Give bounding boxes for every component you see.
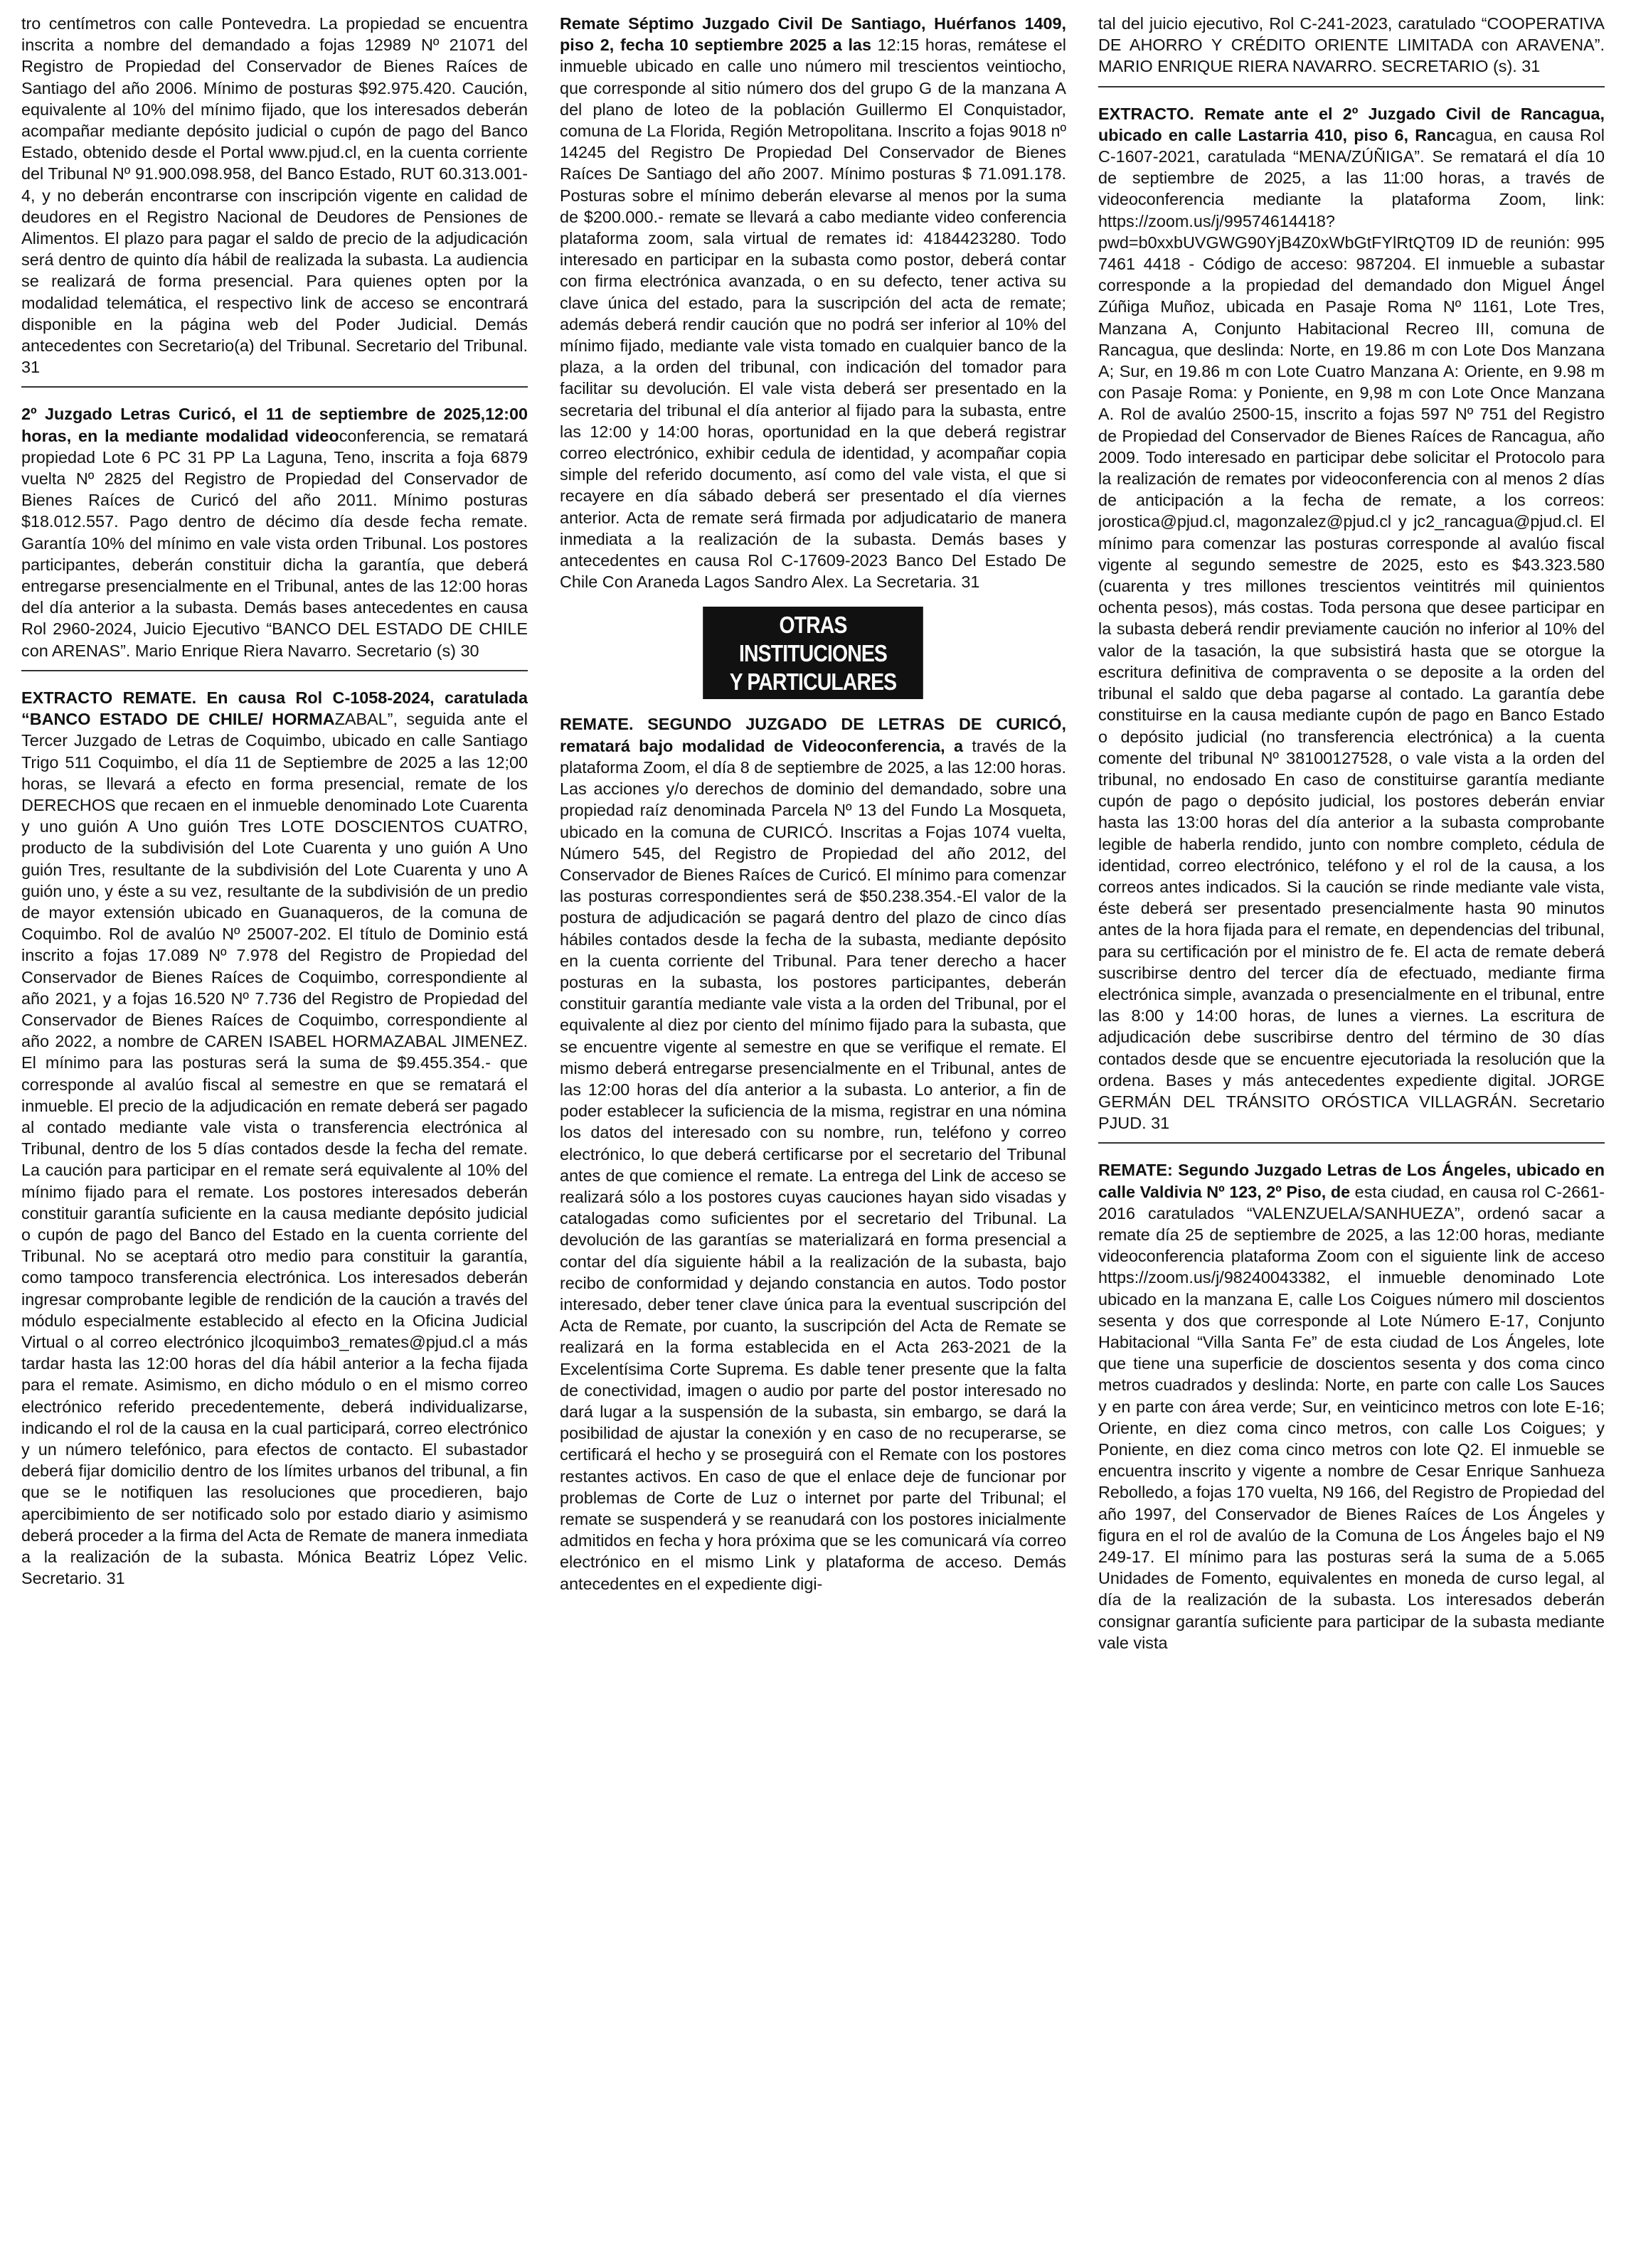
notice-santiago-remate [560, 13, 1066, 592]
notice-title: REMATE. SEGUNDO JUZGADO DE LETRAS DE CURICÓ, rematará bajo modalidad de Videoconferencia, a [560, 715, 1066, 755]
notice-curico-videoconferencia [560, 713, 1066, 1594]
notice-continuation [21, 13, 528, 378]
notice-los-angeles-remate [1098, 1159, 1605, 1654]
section-header-line-2: Y PARTICULARES [729, 669, 897, 696]
notice-rancagua-remate [1098, 103, 1605, 1134]
divider [21, 670, 528, 671]
notice-title: EXTRACTO. Remate ante el 2º Juzgado Civil de Rancagua, ubicado en calle Lastarria 410, piso 6, Ranc [1098, 104, 1605, 144]
notice-body: ZABAL”, seguida ante el Tercer Juzgado de Letras de Coquimbo, ubicado en calle Santiago Trigo 511 Coquimbo, el día 11 de Septiembre de 2025 a las 12;00 horas, se llevará a efecto en forma presencial, remate de los DERECHOS que recaen en el inmueble denominado Lote Cuarenta y uno guión A Uno guión Tres LOTE DOSCIENTOS CUATRO, producto de la subdivisión del Lote Cuarenta y uno guión A Uno guión Tres, resultante de la subdivisión del Lote Cuarenta y uno A guión uno, y éste a su vez, resultante de la subdivisión de un predio de mayor extensión ubicado en Guanaqueros, de la comuna de Coquimbo. Rol de avalúo Nº 25007-202. El título de Dominio está inscrito a fojas 17.089 Nº 7.978 del Registro de Propiedad del Conservador de Bienes Raíces de Coquimbo, correspondiente al año 2021, y a fojas 16.520 Nº 7.736 del Registro de Propiedad del Conservador de Bienes Raíces de Coquimbo, correspondiente al año 2022, a nombre de CAREN ISABEL HORMAZABAL JIMENEZ. El mínimo para las posturas será la suma de $9.455.354.- que corresponde al avalúo fiscal al semestre en que se rematará el inmueble. El precio de la adjudicación en remate deberá ser pagado al contado mediante vale vista o transferencia electrónica al Tribunal, dentro de los 5 días contados desde la fecha del remate. La caución para participar en el remate será equivalente al 10% del mínimo fijado para el remate. Los postores interesados deberán constituir garantía suficiente en la causa mediante depósito judicial o cupón de pago del Banco del Estado en la cuenta corriente del Tribunal. No se aceptará otro medio para constituir la garantía, como tampoco transferencia electrónica. Los interesados deberán ingresar comprobante legible de rendición de la caución a través del módulo especialmente establecido al efecto en la Oficina Judicial Virtual o al correo electrónico jlcoquimbo3_remates@pjud.cl a más tardar hasta las 12:00 horas del día hábil anterior a la fecha fijada para el remate. Asimismo, en dicho módulo o en el mismo correo electrónico referido precedentemente, deberá individualizarse, indicando el rol de la causa en la cual participará, correo electrónico y un número telefónico, para efectos de contacto. El subastador deberá fijar domicilio dentro de los límites urbanos del tribunal, a fin que se le notifiquen las resoluciones que procedieren, bajo apercibimiento de ser notificado solo por estado diario y asimismo deberá proceder a la firma del Acta de Remate de manera inmediata a la realización de la subasta. Mónica Beatriz López Velic. Secretario. 31 [21, 710, 528, 1588]
column-3 [1098, 13, 1605, 2257]
notice-body: esta ciudad, en causa rol C-2661-2016 caratulados “VALENZUELA/SANHUEZA”, ordenó sacar a remate día 25 de septiembre de 2025, a las 12:00 horas, mediante videoconferencia plataforma Zoom con el siguiente link de acceso https://zoom.us/j/98240043382, el inmueble denominado Lote ubicado en la manzana E, calle Los Coigues número mil doscientos sesenta y dos que corresponde al Lote Número E-17, Conjunto Habitacional “Villa Santa Fe” de esta ciudad de Los Ángeles, lote que tiene una superficie de doscientos sesenta y dos coma cinco metros cuadrados y deslinda: Norte, en parte con calle Los Sauces y en parte con área verde; Sur, en veinticinco metros con lote E-16; Oriente, en diez coma cinco metros, con calle Los Coigues; y Poniente, en diez coma cinco metros con lote Q2. El inmueble se encuentra inscrito y vigente a nombre de Cesar Enrique Sanhueza Rebolledo, a fojas 170 vuelta, N9 166, del Registro de Propiedad del año 1997, del Conservador de Bienes Raíces de Los Ángeles y figura en el rol de avalúo de la Comuna de Los Ángeles bajo el N9 249-17. El mínimo para las posturas será la suma de a 5.065 Unidades de Fomento, equivalentes en moneda de curso legal, al día de la realización de la subasta. Los interesados deberán consignar garantía suficiente para participar de la subasta mediante vale vista [1098, 1182, 1605, 1652]
divider [1098, 1142, 1605, 1144]
notice-title: 2º Juzgado Letras Curicó, el 11 de septiembre de 2025,12:00 horas, en la mediante modalidad video [21, 405, 528, 445]
notice-body: través de la plataforma Zoom, el día 8 de septiembre de 2025, a las 12:00 horas. Las acciones y/o derechos de dominio del demandado, sobre una propiedad raíz denominada Parcela Nº 13 del Fundo La Mosqueta, ubicado en la comuna de CURICÓ. Inscritas a Fojas 1074 vuelta, Número 545, del Registro de Propiedad del año 2012, del Conservador de Bienes Raíces de Curicó. El mínimo para comenzar las posturas correspondientes será de $50.238.354.-El valor de la postura de adjudicación se pagará dentro del plazo de cinco días hábiles contados desde la fecha de la subasta, mediante depósito en la cuenta corriente del Tribunal. Para tener derecho a hacer posturas en la subasta, los postores participantes, deberán constituir garantía mediante vale vista a la orden del Tribunal, por el equivalente al diez por ciento del mínimo fijado para la subasta, que se encuentre vigente al semestre en que se verifique el remate. El mismo deberá entregarse presencialmente en el Tribunal, antes de las 12:00 horas del día anterior a la subasta. Lo anterior, a fin de poder establecer la suficiencia de la misma, registrar en una nómina los datos del interesado con su nombre, run, teléfono y correo electrónico, lo que deberá certificarse por el secretario del Tribunal antes de que comience el remate. La entrega del Link de acceso se realizará sólo a los postores cuyas cauciones hayan sido visadas y catalogadas como suficientes por el secretario del Tribunal. La devolución de las garantías se materializará en forma presencial a contar del día siguiente hábil a la realización de la subasta, bajo recibo de conformidad y dejando constancia en autos. Todo postor interesado, deber tener clave única para la eventual suscripción del Acta de Remate, por cuanto, la suscripción del Acta de Remate se realizará en la forma establecida en el Acta 263-2021 de la Excelentísima Corte Suprema. Es dable tener presente que la falta de conectividad, imagen o audio por parte del postor interesado no dará lugar a la suspensión de la subasta, sin embargo, se dará la posibilidad de ajustar la conexión y en caso de no recuperarse, se certificará el hecho y se proseguirá con el Remate con los postores restantes activos. En caso de que el enlace deje de funcionar por problemas de Corte de Luz o internet por parte del Tribunal; el remate se suspenderá y se reanudará con los postores inicialmente admitidos en fecha y hora próxima que se les comunicará vía correo electrónico en el mismo Link y plataforma de acceso. Demás antecedentes en el expediente digi- [560, 736, 1066, 1593]
notice-body: 12:15 horas, remátese el inmueble ubicado en calle uno número mil trescientos veintiocho, que corresponde al sitio número dos del grupo G de la manzana A del plano de loteo de la población Guillermo El Conquistador, comuna de La Florida, Región Metropolitana. Inscrito a fojas 9018 nº 14245 del Registro De Propiedad Del Conservador de Bienes Raíces De Santiago del año 2007. Mínimo posturas $ 71.091.178. Posturas sobre el mínimo deberán elevarse al menos por la suma de $200.000.- remate se llevará a cabo mediante video conferencia plataforma zoom, sala virtual de remates id: 4184423280. Todo interesado en participar en la subasta como postor, deberá contar con firma electrónica avanzada, o en su defecto, tener activa su clave única del estado, para la suscripción del acta de remate; además deberá rendir caución que no podrá ser inferior al 10% del mínimo fijado, mediante vale vista tomado en cualquier banco de la plaza, a la orden del tribunal, con indicación del tomador para facilitar su devolución. El vale vista deberá ser presentado en la secretaria del tribunal el día anterior al fijado para la subasta, entre las 12:00 y 14:00 horas, oportunidad en la que deberá registrar correo electrónico, exhibir cedula de identidad, y acompañar copia simple del referido documento, así como del vale vista, el que si recayere en día sábado deberá ser presentado el día viernes anterior. Acta de remate será firmada por adjudicatario de manera inmediata a la realización de la subasta. Demás bases y antecedentes en causa Rol C-17609-2023 Banco Del Estado De Chile Con Araneda Lagos Sandro Alex. La Secretaria. 31 [560, 36, 1066, 592]
section-header [560, 607, 1066, 699]
section-header-line-1: OTRAS INSTITUCIONES [738, 612, 887, 667]
newspaper-page [21, 13, 1605, 2257]
notice-body: agua, en causa Rol C-1607-2021, caratulada “MENA/ZÚÑIGA”. Se rematará el día 10 de septiembre de 2025, a las 11:00 horas, a través de videoconferencia mediante la plataforma Zoom, link: https://zoom.us/j/99574614418?pwd=b0xxbUVGWG90YjB4Z0xWbGtFYlRtQT09 ID de reunión: 995 7461 4418 - Código de acceso: 987204. El inmueble a subastar corresponde a la propiedad del demandado don Miguel Ángel Zúñiga Muñoz, ubicada en Pasaje Roma Nº 1161, Lote Tres, Manzana A, Conjunto Habitacional Recreo III, comuna de Rancagua, que deslinda: Norte, en 19.86 m con Lote Dos Manzana A; Sur, en 19.86 m con Lote Cuatro Manzana A: Oriente, en 9.98 m con Pasaje Roma: y Poniente, en 9,98 m con Lote Once Manzana A. Rol de avalúo 2500-15, inscrito a fojas 597 Nº 751 del Registro de Propiedad del Conservador de Bienes Raíces de Rancagua, año 2009. Todo interesado en participar debe solicitar el Protocolo para la realización de remates por videoconferencia con al menos 2 días de anticipación a la fecha de remate, a los correos: jorostica@pjud.cl, magonzalez@pjud.cl y jc2_rancagua@pjud.cl. El mínimo para comenzar las posturas corresponde al avalúo fiscal vigente al segundo semestre de 2025, esto es $43.323.580 (cuarenta y tres millones trescientos veintitrés mil quinientos ochenta pesos), más costas. Toda persona que desee participar en la subasta deberá rendir previamente caución no inferior al 10% del valor de la tasación, la que subsistirá hasta que se otorgue la escritura definitiva de compraventa o se deposite a la orden del tribunal el saldo que deba pagarse al contado. La garantía debe constituirse en la causa mediante cupón de pago en Banco Estado o depósito judicial (no transferencia electrónica) a la cuenta comente del tribunal Nº 38100127528, o vale vista a la orden del tribunal, no endosado En caso de constituirse garantía mediante cupón de pago o depósito judicial, los postores deberán enviar hasta las 13:00 horas del día anterior a la subasta comprobante legible de haberla rendido, junto con nombre completo, cédula de identidad, correo electrónico, teléfono y el rol de la causa, a los correos antes indicados. Si la caución se rinde mediante vale vista, éste deberá ser presentado presencialmente hasta 90 minutos antes de la hora fijada para el remate, en dependencias del tribunal, para su certificación por el ministro de fe. El acta de remate deberá suscribirse dentro del tercer día de efectuado, mediante firma electrónica simple, avanzada o presencialmente en el tribunal, entre las 8:00 y 14:00 horas, de lunes a viernes. La escritura de adjudicación debe suscribirse dentro del término de 30 días contados desde que se encuentre ejecutoriada la resolución que la ordena. Bases y más antecedentes expediente digital. JORGE GERMÁN DEL TRÁNSITO ORÓSTICA VILLAGRÁN. Secretario PJUD. 31 [1098, 125, 1605, 1133]
column-1 [21, 13, 528, 2257]
notice-curico-remate [21, 403, 528, 661]
notice-body: conferencia, se rematará propiedad Lote 6 PC 31 PP La Laguna, Teno, inscrita a foja 6879 vuelta Nº 2825 del Registro de Propiedad del Conservador de Bienes Raíces de Curicó del año 2011. Mínimo posturas $18.012.557. Pago dentro de décimo día desde fecha remate. Garantía 10% del mínimo en vale vista orden Tribunal. Los postores participantes, deberán constituir dicha la garantía, que deberá entregarse presencialmente en el Tribunal, antes de las 12:00 horas del día anterior a la subasta. Demás bases antecedentes en causa Rol 2960-2024, Juicio Ejecutivo “BANCO DEL ESTADO DE CHILE con ARENAS”. Mario Enrique Riera Navarro. Secretario (s) 30 [21, 426, 528, 660]
notice-title: REMATE: Segundo Juzgado Letras de Los Ángeles, ubicado en calle Valdivia Nº 123, 2º Piso, de [1098, 1161, 1605, 1201]
notice-title: EXTRACTO REMATE. En causa Rol C-1058-2024, caratulada “BANCO ESTADO DE CHILE/ HORMA [21, 688, 528, 729]
notice-continuation [1098, 13, 1605, 78]
notice-body: tal del juicio ejecutivo, Rol C-241-2023, caratulado “COOPERATIVA DE AHORRO Y CRÉDITO ORIENTE LIMITADA con ARAVENA”. MARIO ENRIQUE RIERA NAVARRO. SECRETARIO (s). 31 [1098, 14, 1605, 76]
column-2 [560, 13, 1066, 2257]
notice-body: tro centímetros con calle Pontevedra. La propiedad se encuentra inscrita a nombre del demandado a fojas 12989 Nº 21071 del Registro de Propiedad del Conservador de Bienes Raíces de Santiago del año 2006. Mínimo de posturas $92.975.420. Caución, equivalente al 10% del mínimo fijado, que los interesados deberán acompañar mediante depósito judicial o cupón de pago del Banco Estado, obtenido desde el Portal www.pjud.cl, en la cuenta corriente del Tribunal Nº 91.900.098.958, del Banco Estado, RUT 60.313.001-4, y no deberán encontrarse con inscripción vigente en calidad de deudores en el Registro Nacional de Deudores de Pensiones de Alimentos. El plazo para pagar el saldo de precio de la adjudicación será dentro de quinto día hábil de realizada la subasta. La audiencia se realizará de forma presencial. Para quienes opten por la modalidad telemática, el respectivo link de acceso se encontrará disponible en la página web del Poder Judicial. Demás antecedentes con Secretario(a) del Tribunal. Secretario del Tribunal. 31 [21, 14, 528, 377]
notice-coquimbo-remate [21, 687, 528, 1590]
divider [21, 386, 528, 388]
section-header-box [703, 607, 923, 699]
divider [1098, 86, 1605, 87]
notice-title: Remate Séptimo Juzgado Civil De Santiago, Huérfanos 1409, piso 2, fecha 10 septiembre 2025 a las [560, 14, 1066, 55]
